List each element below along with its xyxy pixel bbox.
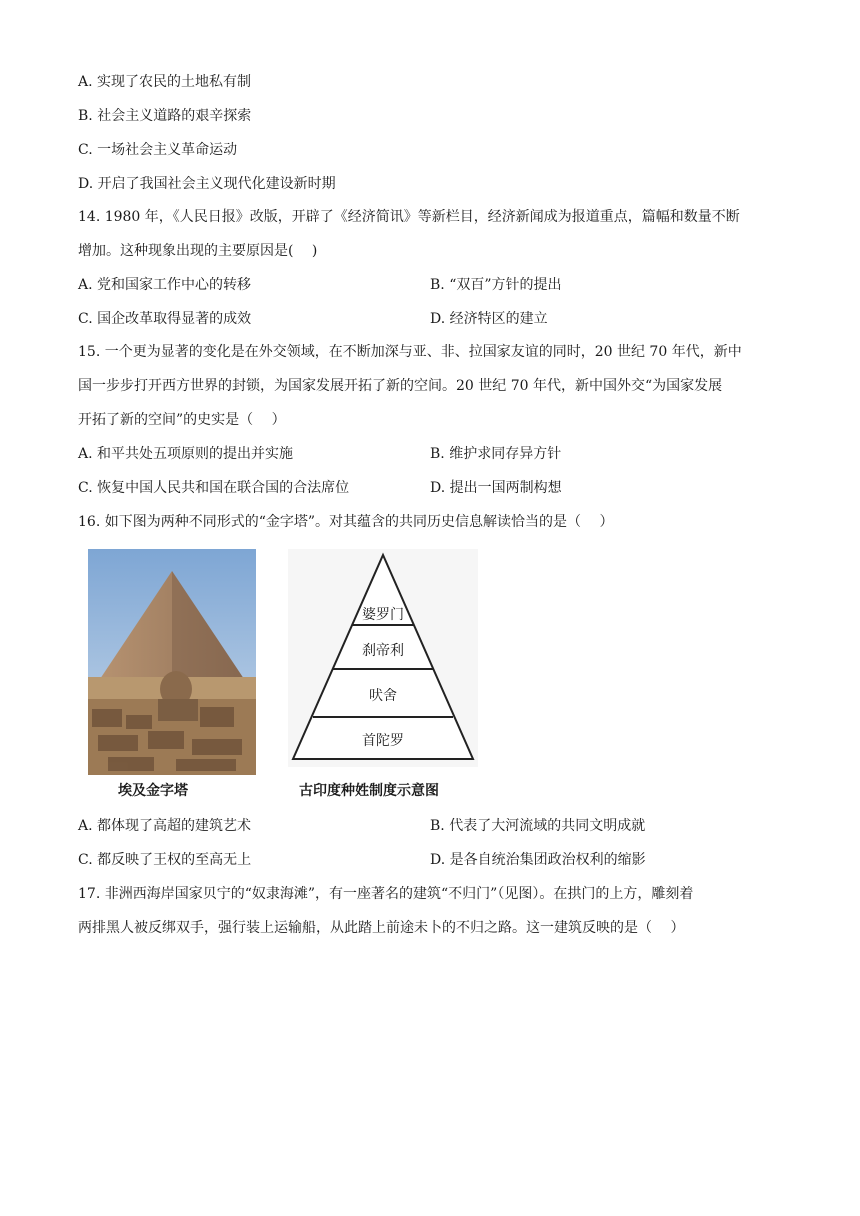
q13-option-c: C. 一场社会主义革命运动 [78,142,238,158]
caste-level-kshatriya: 刹帝利 [362,643,404,659]
caste-level-brahmin: 婆罗门 [362,607,404,623]
q14-option-d: D. 经济特区的建立 [430,311,548,327]
q16-option-d: D. 是各自统治集团政治权利的缩影 [430,852,646,868]
egypt-pyramid-caption: 埃及金字塔 [118,783,188,799]
caste-pyramid-diagram [288,549,478,767]
q17-stem-line1: 17. 非洲西海岸国家贝宁的“奴隶海滩”，有一座著名的建筑“不归门”（见图）。在拱门的上方，雕刻着 [78,886,694,902]
caste-level-shudra: 首陀罗 [362,733,404,749]
q15-stem-line1: 15. 一个更为显著的变化是在外交领域，在不断加深与亚、非、拉国家友谊的同时，20 世纪 70 年代，新中 [78,344,742,360]
q15-stem-line2: 国一步步打开西方世界的封锁，为国家发展开拓了新的空间。20 世纪 70 年代，新中国外交“为国家发展 [78,378,723,394]
caste-pyramid-caption: 古印度种姓制度示意图 [299,783,439,799]
q15-option-c: C. 恢复中国人民共和国在联合国的合法席位 [78,480,350,496]
q16-option-b: B. 代表了大河流域的共同文明成就 [430,818,646,834]
q14-option-a: A. 党和国家工作中心的转移 [78,277,252,293]
q15-option-a: A. 和平共处五项原则的提出并实施 [78,446,294,462]
q17-stem-line2: 两排黑人被反绑双手，强行装上运输船，从此踏上前途未卜的不归之路。这一建筑反映的是（ ） [78,920,685,936]
q14-option-c: C. 国企改革取得显著的成效 [78,311,252,327]
q15-stem-line3: 开拓了新的空间”的史实是（ ） [78,412,286,428]
q14-option-b: B. “双百”方针的提出 [430,277,562,293]
caste-level-vaishya: 吠舍 [369,688,397,704]
q13-option-b: B. 社会主义道路的艰辛探索 [78,108,252,124]
q14-stem-line2: 增加。这种现象出现的主要原因是( ) [78,243,318,259]
q13-option-d: D. 开启了我国社会主义现代化建设新时期 [78,176,336,192]
q15-option-b: B. 维护求同存异方针 [430,446,562,462]
q16-option-c: C. 都反映了王权的至高无上 [78,852,252,868]
q16-option-a: A. 都体现了高超的建筑艺术 [78,818,252,834]
q15-option-d: D. 提出一国两制构想 [430,480,562,496]
q13-option-a: A. 实现了农民的土地私有制 [78,74,252,90]
q14-stem-line1: 14. 1980 年，《人民日报》改版，开辟了《经济简讯》等新栏目，经济新闻成为报道重点，篇幅和数量不断 [78,209,740,225]
egypt-pyramid-image [88,549,256,775]
q16-stem: 16. 如下图为两种不同形式的“金字塔”。对其蕴含的共同历史信息解读恰当的是（ ） [78,514,614,530]
